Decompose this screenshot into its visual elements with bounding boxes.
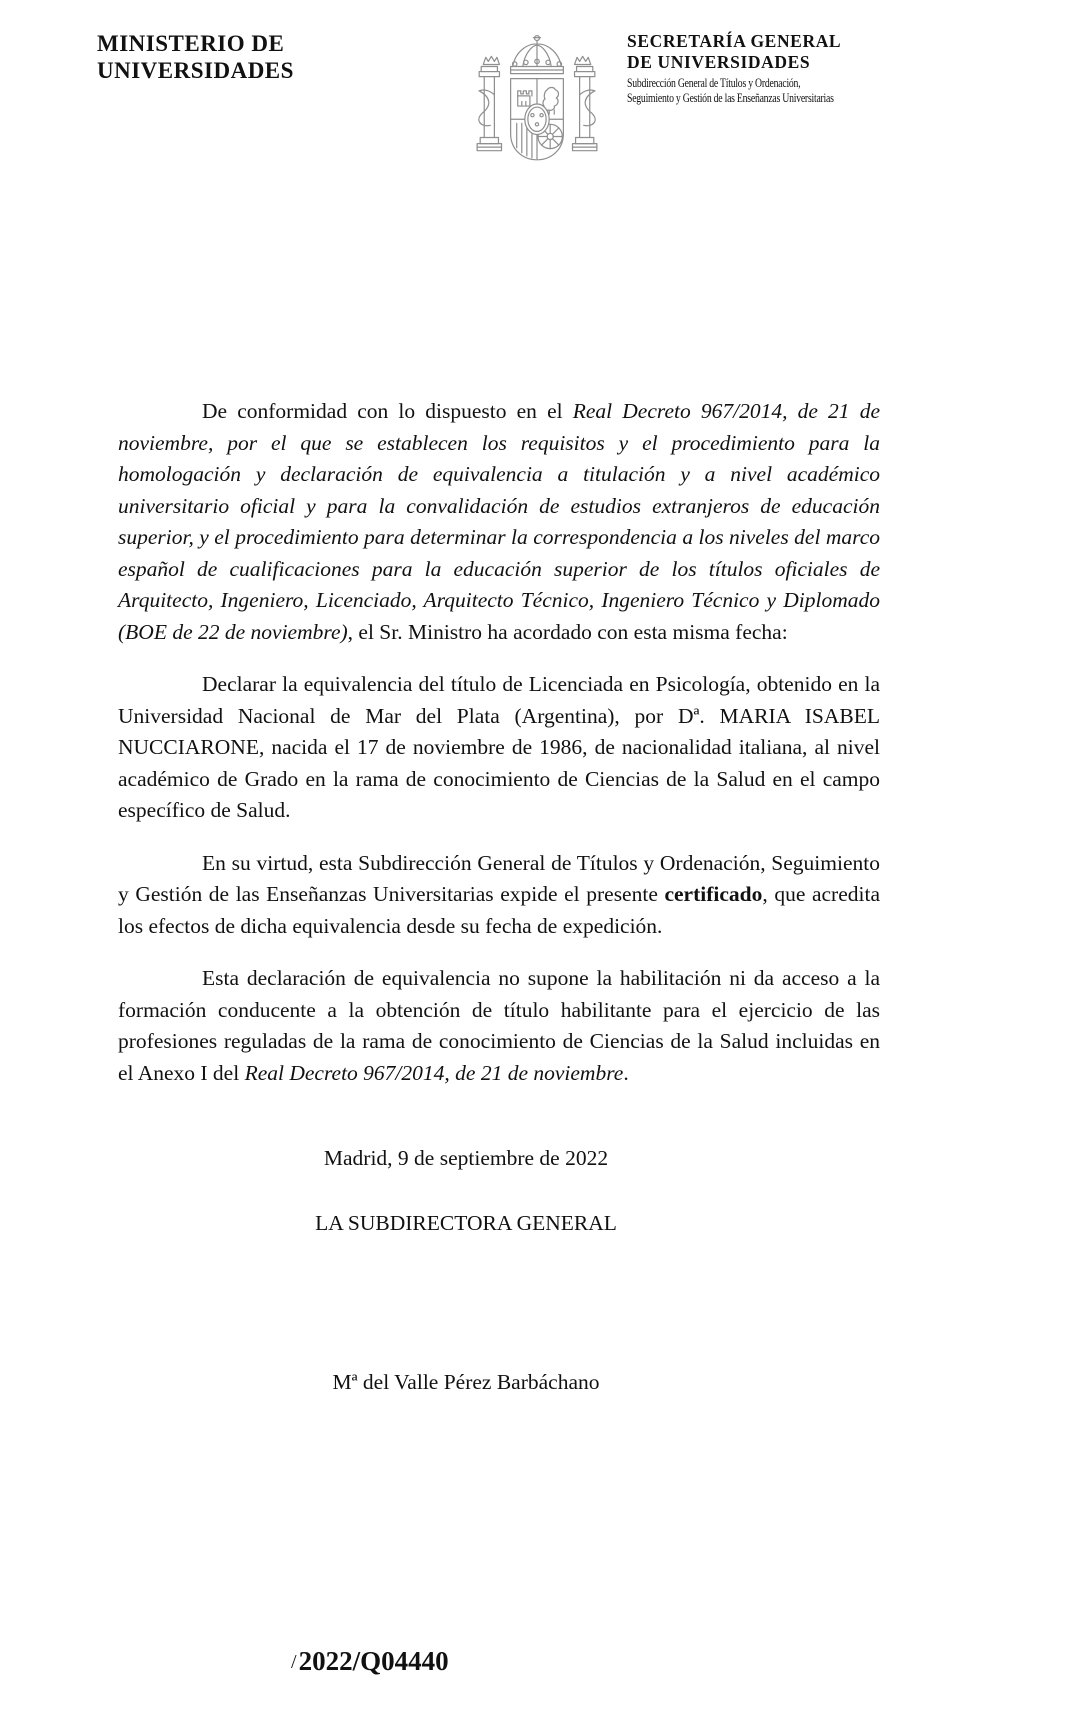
paragraph-declaration: Declarar la equivalencia del título de Licenciada en Psicología, obtenido en la Universidad Nacional de Mar del Plata (Argentina), por Dª. MARIA ISABEL NUCCIARONE, nacida el 17 de noviembre de 1986, de nacionalidad italiana, al nivel académico de Grado en la rama de conocimiento de Ciencias de la Salud en el campo específico de Salud. bbox=[118, 672, 880, 822]
reference-slash: / bbox=[291, 1651, 297, 1673]
signer-name: Mª del Valle Pérez Barbáchano bbox=[332, 1370, 600, 1394]
reference-value: 2022/Q04440 bbox=[298, 1646, 449, 1676]
spain-coat-of-arms-icon bbox=[470, 32, 604, 172]
secretariat-title-line2: DE UNIVERSIDADES bbox=[627, 52, 811, 72]
subdirectorate-block bbox=[627, 76, 892, 105]
subdirectorate-line1: Subdirección General de Títulos y Ordenación, bbox=[627, 76, 801, 90]
secretariat-block bbox=[627, 31, 892, 105]
reference-number bbox=[291, 1645, 449, 1678]
paragraph-disclaimer: Esta declaración de equivalencia no supone la habilitación ni da acceso a la formación conducente a la obtención de título habilitante para el ejercicio de las profesiones reguladas de la rama de conocimiento de Ciencias de la Salud incluidas en el Anexo I del Real Decreto 967/2014, de 21 de noviembre. bbox=[118, 966, 880, 1085]
ministry-name-line1: MINISTERIO DE bbox=[97, 31, 285, 56]
subdirectorate-line2: Seguimiento y Gestión de las Enseñanzas Universitarias bbox=[627, 90, 834, 105]
signer-title: LA SUBDIRECTORA GENERAL bbox=[315, 1210, 617, 1235]
paragraph-certificate: En su virtud, esta Subdirección General de Títulos y Ordenación, Seguimiento y Gestión de las Enseñanzas Universitarias expide el presente certificado, que acredita los efectos de dicha equivalencia desde su fecha de expedición. bbox=[118, 850, 880, 938]
secretariat-title-line1: SECRETARÍA GENERAL bbox=[627, 31, 842, 51]
paragraph-legal-basis: De conformidad con lo dispuesto en el Real Decreto 967/2014, de 21 de noviembre, por el que se establecen los requisitos y el procedimiento para la homologación y declaración de equivalencia a titulación y a nivel académico universitario oficial y para la convalidación de estudios extranjeros de educación superior, y el procedimiento para determinar la correspondencia a los niveles del marco español de cualificaciones para la educación superior de los títulos oficiales de Arquitecto, Ingeniero, Licenciado, Arquitecto Técnico, Ingeniero Técnico y Diplomado (BOE de 22 de noviembre), el Sr. Ministro ha acordado con esta misma fecha: bbox=[118, 399, 880, 644]
ministry-name bbox=[97, 30, 294, 84]
dateline: Madrid, 9 de septiembre de 2022 bbox=[323, 1146, 609, 1170]
document-body bbox=[118, 396, 880, 1399]
ministry-name-line2: UNIVERSIDADES bbox=[97, 58, 294, 83]
